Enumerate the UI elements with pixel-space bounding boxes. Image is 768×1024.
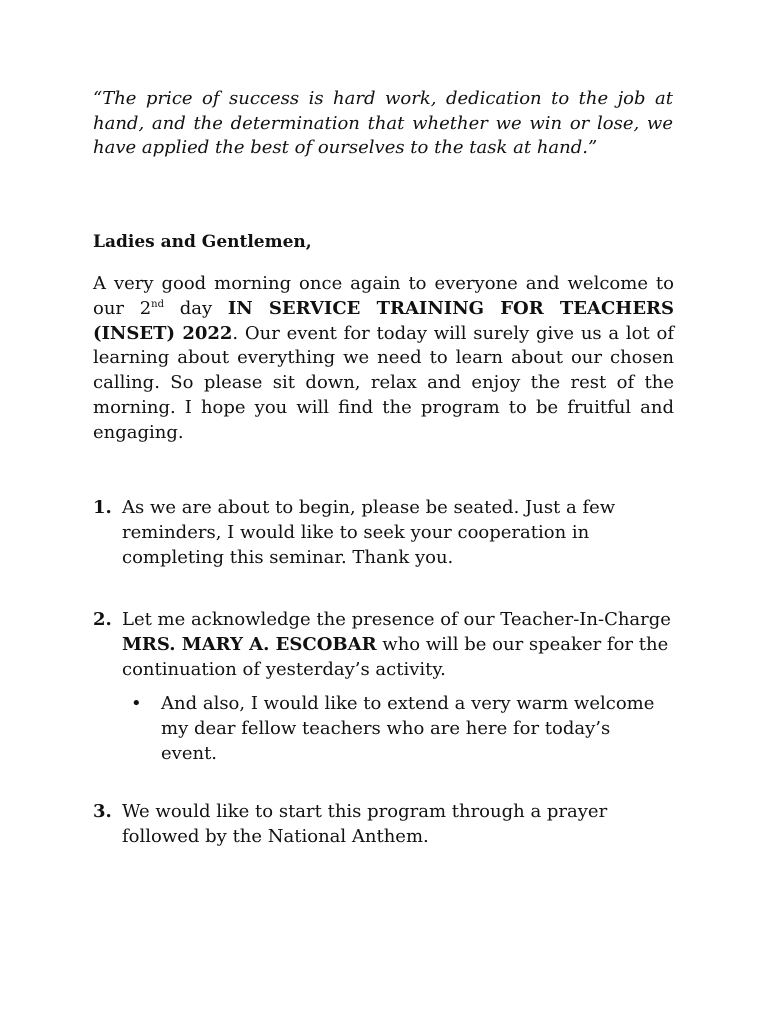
bullet-item bbox=[131, 692, 671, 766]
bullet-text: And also, I would like to extend a very warm welcome my dear fellow teachers who are here for today’s event. bbox=[161, 693, 655, 764]
list-item-text: We would like to start this program through a prayer followed by the National Anthem. bbox=[122, 801, 608, 847]
intro-text-1: A very good morning once again to everyone and welcome to our 2 bbox=[93, 273, 674, 319]
list-item-3 bbox=[93, 800, 683, 850]
list-item-text-before: Let me acknowledge the presence of our Teacher-In-Charge bbox=[122, 609, 671, 630]
speaker-name: MRS. MARY A. ESCOBAR bbox=[122, 633, 377, 655]
opening-quote: “The price of success is hard work, dedication to the job at hand, and the determination that whether we win or lose, we have applied the best of ourselves to the task at hand.” bbox=[93, 88, 673, 159]
intro-text-3: . Our event for today will surely give us a lot of learning about everything we need to learn about our chosen calling. So please sit down, relax and enjoy the rest of the morning. I hope you will find the program to be fruitful and engaging. bbox=[93, 322, 674, 443]
list-item-text bbox=[122, 608, 683, 682]
list-number: 2. bbox=[93, 609, 112, 630]
list-item-text: As we are about to begin, please be seated. Just a few reminders, I would like to seek your cooperation in completing this seminar. Thank you. bbox=[122, 497, 616, 568]
list-item-1 bbox=[93, 496, 683, 570]
ordinal-suffix: nd bbox=[151, 298, 165, 310]
event-title: IN SERVICE TRAINING FOR TEACHERS (INSET) 2022 bbox=[93, 297, 674, 344]
list-number: 3. bbox=[93, 801, 112, 822]
list-item-2 bbox=[93, 608, 683, 682]
salutation: Ladies and Gentlemen, bbox=[93, 232, 312, 252]
intro-text-2: day bbox=[164, 297, 228, 319]
bullet-symbol: • bbox=[131, 693, 142, 714]
intro-paragraph bbox=[93, 272, 674, 446]
list-item-text-after: who will be our speaker for the continuation of yesterday’s activity. bbox=[122, 633, 669, 680]
list-number: 1. bbox=[93, 497, 112, 518]
